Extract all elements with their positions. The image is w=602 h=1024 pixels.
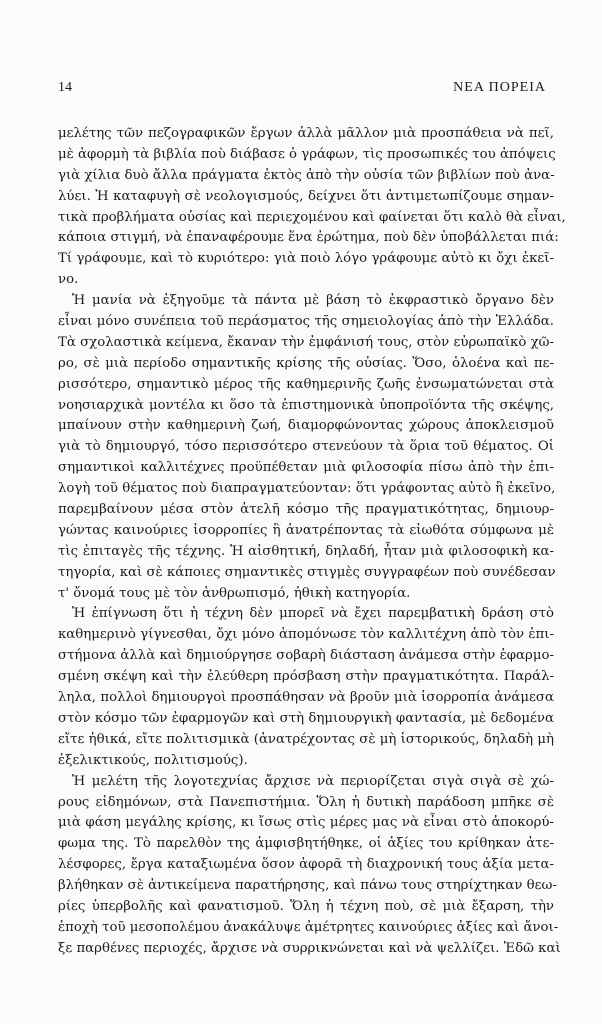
text-line: τηγορία, καὶ σὲ κάποιες σημαντικὲς στιγμὲς συγγραφέων ποὺ συνέδεσαν (58, 564, 556, 580)
text-line: ληλα, πολλοὶ δημιουργοὶ προσπάθησαν νὰ βροῦν μιὰ ἰσορροπία ἀνάμεσα (58, 690, 554, 706)
page-number: 14 (58, 80, 72, 95)
text-line: μελέτης τῶν πεζογραφικῶν ἔργων ἀλλὰ μᾶλλον μιὰ προσπάθεια νὰ πεῖ, (58, 126, 554, 141)
text-line: εἶναι μόνο συνέπεια τοῦ περάσματος τῆς σημειολογίας ἀπὸ τὴν Ἑλλάδα. (58, 314, 554, 330)
text-line: ρους εἰδημόνων, στὰ Πανεπιστήμια. Ὅλη ἡ δυτικὴ παράδοση μπῆκε σὲ (58, 794, 554, 810)
text-line: γιὰ χίλια δυὸ ἄλλα πράγματα ἐκτὸς ἀπὸ τὴν οὐσία τῶν βιβλίων ποὺ ἀνα- (58, 167, 555, 183)
text-line: μὲ ἀφορμὴ τὰ βιβλία ποὺ διάβασε ὁ γράφων, τὶς προσωπικές του ἀπόψεις (58, 146, 556, 162)
text-line: Ἡ μανία νὰ ἐξηγοῦμε τὰ πάντα μὲ βάση τὸ ἐκφραστικὸ ὄργανο δὲν (72, 293, 554, 309)
text-line: γιὰ τὸ δημιουργό, τόσο περισσότερο στενεύουν τὰ ὅρια τοῦ θέματος. Οἱ (58, 439, 554, 455)
text-line: λογὴ τοῦ θέματος ποὺ διαπραγματεύονταν: ὅτι γράφοντας αὐτὸ ἢ ἐκεῖνο, (58, 481, 556, 497)
text-line: νο. (58, 272, 79, 288)
text-line: παρεμβαίνουν μέσα στὸν ἀτελῆ κόσμο τῆς πραγματικότητας, δημιουρ- (58, 502, 554, 518)
text-line: μπαίνουν στὴν καθημερινὴ ζωή, διαμορφώνοντας χώρους ἀποκλεισμοῦ (58, 418, 554, 434)
text-line: Τί γράφουμε, καὶ τὸ κυριότερο: γιὰ ποιὸ λόγο γράφουμε αὐτὸ κι ὄχι ἐκεῖ- (58, 251, 554, 267)
paragraph (58, 124, 566, 291)
text-line: Τὰ σχολαστικὰ κείμενα, ἔκαναν τὴν ἐμφάνισή τους, στὸν εὐρωπαϊκὸ χῶ- (58, 334, 554, 350)
text-line: ἐποχὴ τοῦ μεσοπολέμου ἀνακάλυψε ἀμέτρητες καινούριες ἀξίες καὶ ἄνοι- (58, 919, 559, 935)
text-line: Ἡ ἐπίγνωση ὅτι ἡ τέχνη δὲν μπορεῖ νὰ ἔχει παρεμβατικὴ δράση στὸ (72, 606, 554, 622)
text-line: ρο, σὲ μιὰ περίοδο σημαντικῆς κρίσης τῆς οὐσίας. Ὅσο, ὁλοένα καὶ πε- (58, 355, 554, 371)
text-line: ρίες ὑπερβολῆς καὶ φανατισμοῦ. Ὅλη ἡ τέχνη ποὺ, σὲ μιὰ ἔξαρση, τὴν (58, 898, 554, 914)
text-line: στὸν κόσμο τῶν ἐφαρμογῶν καὶ στὴ δημιουργικὴ φαντασία, μὲ δεδομένα (58, 710, 554, 726)
text-line: εἴτε ἠθικά, εἴτε πολιτισμικὰ (ἀνατρέχοντας σὲ μὴ ἱστορικούς, δηλαδὴ μὴ (58, 731, 554, 747)
text-line: σμένη σκέψη καὶ τὴν ἐλεύθερη πρόσβαση στὴν πραγματικότητα. Παράλ- (58, 669, 554, 685)
body-text (58, 124, 566, 960)
text-line: φωμα της. Τὸ παρελθὸν της ἀμφισβητήθηκε, οἱ ἀξίες του κρίθηκαν ἀτε- (58, 836, 554, 852)
text-line: γώντας καινούριες ἰσορροπίες ἢ ἀνατρέποντας τὰ εἰωθότα σύμφωνα μὲ (58, 522, 554, 538)
text-line: λύει. Ἡ καταφυγὴ σὲ νεολογισμούς, δείχνει ὅτι ἀντιμετωπίζουμε σημαν- (58, 188, 554, 204)
text-line: τ' ὄνομά τους μὲ τὸν ἀνθρωπισμό, ἠθικὴ κατηγορία. (58, 585, 411, 601)
paragraph (58, 772, 561, 960)
text-line: σημαντικοὶ καλλιτέχνες προϋπέθεταν μιὰ φιλοσοφία πίσω ἀπὸ τὴν ἐπι- (58, 460, 554, 476)
text-line: τὶς ἐπιταγὲς τῆς τέχνης. Ἡ αἰσθητική, δηλαδή, ἦταν μιὰ φιλοσοφικὴ κα- (58, 543, 554, 559)
text-line: Ἡ μελέτη τῆς λογοτεχνίας ἄρχισε νὰ περιορίζεται σιγὰ σιγὰ σὲ χώ- (72, 773, 554, 789)
paragraph (58, 291, 554, 604)
text-line: κάποια στιγμή, νὰ ἐπαναφέρουμε ἕνα ἐρώτημα, ποὺ δὲν ὑποβάλλεται πιά: (58, 230, 559, 246)
text-line: καθημερινὸ γίγνεσθαι, ὄχι μόνο ἀπομόνωσε τὸν καλλιτέχνη ἀπὸ τὸν ἐπι- (58, 627, 554, 643)
paragraph (58, 604, 554, 771)
text-line: νοησιαρχικὰ μοντέλα κι ὅσο τὰ ἐπιστημονικὰ ὑποπροϊόντα τῆς σκέψης, (58, 397, 554, 413)
text-line: βλήθηκαν σὲ ἀντικείμενα παρατήρησης, καὶ πάνω τους στηρίχτηκαν θεω- (58, 878, 557, 894)
text-line: ἐξελικτικούς, πολιτισμούς). (58, 752, 248, 768)
running-title: ΝΕΑ ΠΟΡΕΙΑ (453, 80, 546, 95)
text-line: ρισσότερο, σημαντικὸ μέρος τῆς καθημερινῆς ζωῆς ἐνσωματώνεται στὰ (58, 376, 554, 392)
page-header (58, 80, 546, 100)
text-line: στήμονα ἀλλὰ καὶ δημιούργησε σοβαρὴ διάσταση ἀνάμεσα στὴν ἐφαρμο- (58, 648, 554, 664)
text-line: τικὰ προβλήματα οὐσίας καὶ περιεχομένου καὶ φαίνεται ὅτι καλὸ θὰ εἶναι, (58, 209, 566, 225)
text-line: ξε παρθένες περιοχές, ἄρχισε νὰ συρρικνώνεται καὶ νὰ ψελλίζει. Ἐδῶ καὶ (58, 940, 561, 956)
text-line: μιὰ φάση μεγάλης κρίσης, κι ἴσως στὶς μέρες μας νὰ εἶναι στὸ ἀποκορύ- (58, 815, 554, 831)
text-line: λέσφορες, ἔργα καταξιωμένα ὅσον ἀφορᾶ τὴ διαχρονική τους ἀξία μετα- (58, 857, 554, 873)
